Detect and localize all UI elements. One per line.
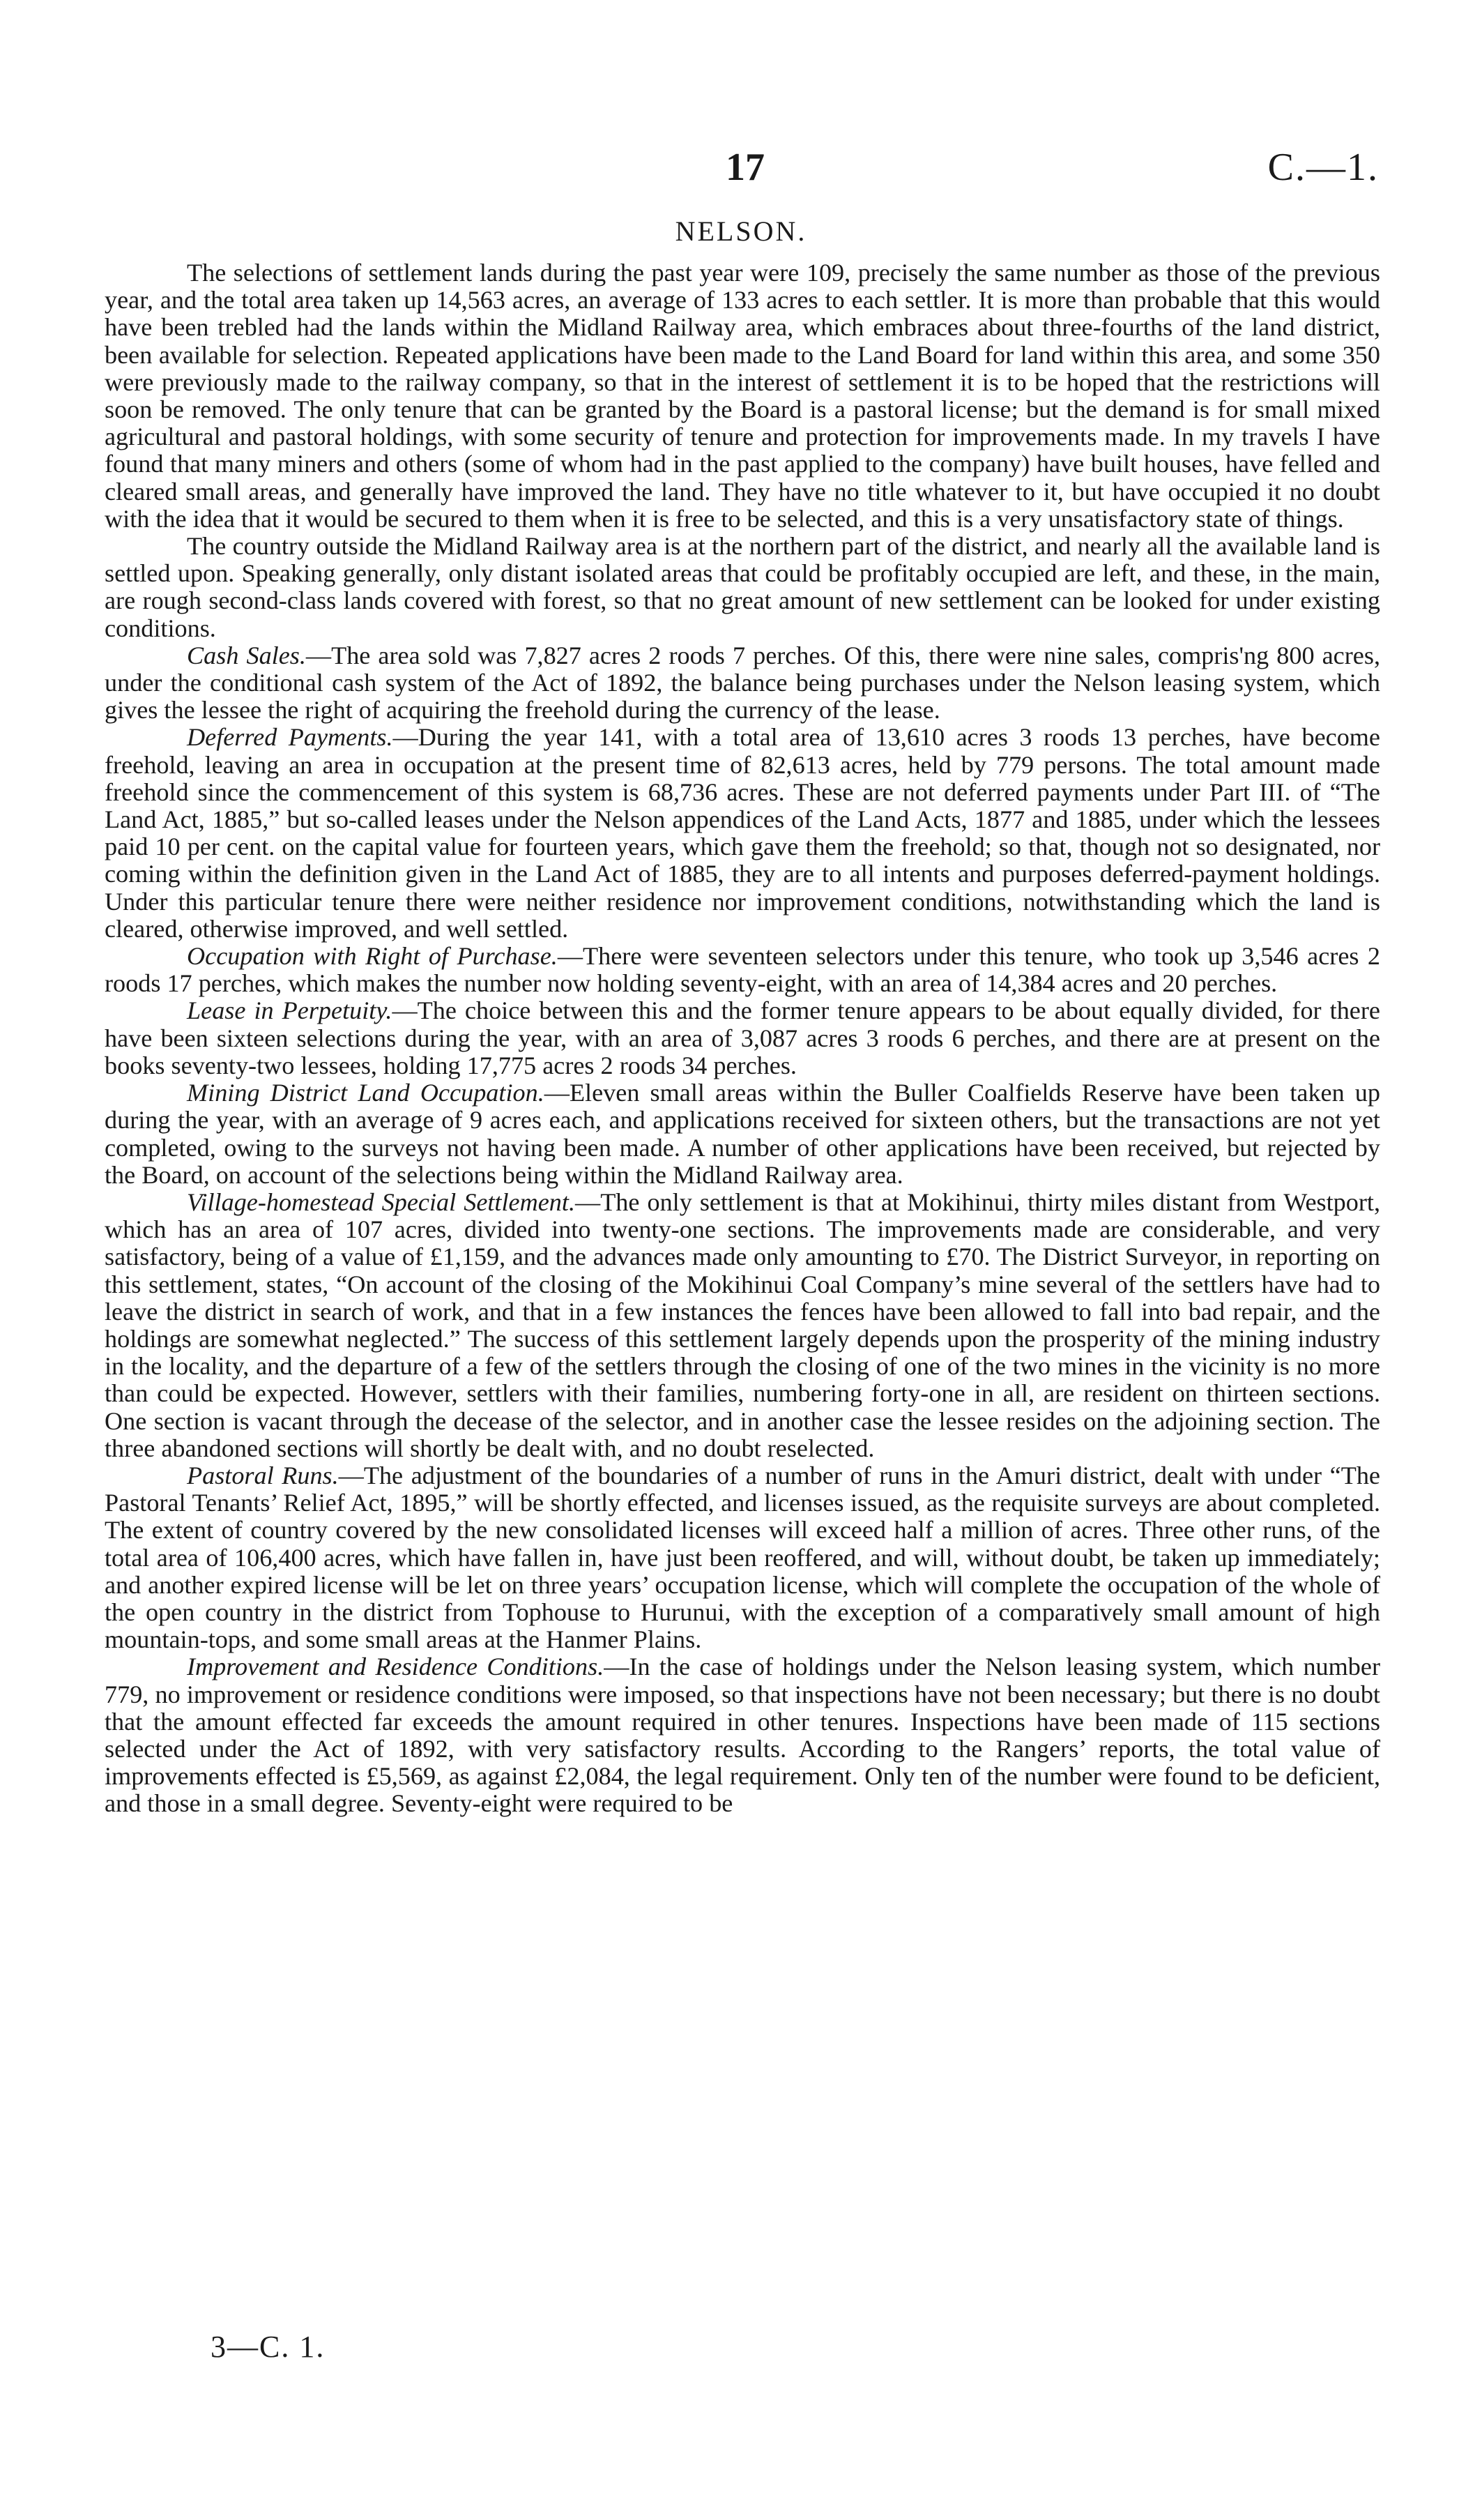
paragraph-selections xyxy=(105,259,1380,533)
paragraph-mining-district xyxy=(105,1079,1380,1189)
paragraph-heading: Improvement and Residence Conditions. xyxy=(187,1653,604,1681)
paragraph-heading: Mining District Land Occupation. xyxy=(187,1079,544,1107)
paragraph-heading: Pastoral Runs. xyxy=(187,1461,339,1489)
paragraph-lease-in-perpetuity xyxy=(105,997,1380,1079)
paragraph-improvement-conditions xyxy=(105,1653,1380,1817)
paragraph-text: —Eleven small areas within the Buller Coalfields Reserve have been taken up during the year, with an average of 9 acres each, and applications received for sixteen others, but the transactions are not yet completed, owing to the surveys not having been made. A number of other applications have been received, but rejected by the Board, on account of the selections being within the Midland Railway area. xyxy=(105,1079,1380,1189)
paragraph-text: —There were seventeen selectors under this tenure, who took up 3,546 acres 2 roods 17 perches, which makes the number now holding seventy-eight, with an area of 14,384 acres and 20 perches. xyxy=(105,942,1380,998)
page-header xyxy=(0,143,1482,192)
paragraph-text: —The choice between this and the former tenure appears to be about equally divided, for there have been sixteen selections during the year, with an area of 3,087 acres 3 roods 6 perches, and there are at present on the books seventy-two lessees, holding 17,775 acres 2 roods 34 perches. xyxy=(105,996,1380,1079)
paragraph-heading: Lease in Perpetuity. xyxy=(187,996,392,1025)
document-reference: C.—1. xyxy=(1267,146,1379,189)
paragraph-heading: Village-homestead Special Settlement. xyxy=(187,1187,575,1216)
paragraph-text: The selections of settlement lands during the past year were 109, precisely the same number as those of the previous year, and the total area taken up 14,563 acres, an average of 133 acres to each settler. It is more than probable that this would have been trebled had the lands within the Midland Railway area, which embraces about three-fourths of the land district, been available for selection. Repeated applications have been made to the Land Board for land within this area, and some 350 were previously made to the railway company, so that in the interest of settlement it is to be hoped that the restrictions will soon be removed. The only tenure that can be granted by the Board is a pastoral license; but the demand is for small mixed agricultural and pastoral holdings, with some security of tenure and protection for improvements made. In my travels I have found that many miners and others (some of whom had in the past applied to the company) have built houses, have felled and cleared small areas, and generally have improved the land. They have no title whatever to it, but have occupied it no doubt with the idea that it would be secured to them when it is free to be selected, and this is a very unsatisfactory state of things. xyxy=(105,259,1380,533)
paragraph-text: —During the year 141, with a total area of 13,610 acres 3 roods 13 perches, have become freehold, leaving an area in occupation at the present time of 82,613 acres, held by 779 persons. The total amount made freehold since the commencement of this system is 68,736 acres. These are not deferred payments under Part III. of “The Land Act, 1885,” but so-called leases under the Nelson appendices of the Land Acts, 1877 and 1885, under which the lessees paid 10 per cent. on the capital value for fourteen years, which gave them the freehold; so that, though not so designated, nor coming within the definition given in the Land Act of 1885, they are to all intents and purposes deferred-payment holdings. Under this particular tenure there were neither residence nor improvement conditions, notwithstanding which the land is cleared, otherwise improved, and well settled. xyxy=(105,723,1380,943)
paragraph-text: —The only settlement is that at Mokihinui, thirty miles distant from Westport, which has an area of 107 acres, divided into twenty-one sections. The improvements made are considerable, and very satisfactory, being of a value of £1,159, and the advances made only amounting to £70. The District Surveyor, in reporting on this settlement, states, “On account of the closing of the Mokihinui Coal Company’s mine several of the settlers have had to leave the district in search of work, and that in a few instances the fences have been allowed to fall into bad repair, and the holdings are somewhat neglected.” The success of this settlement largely depends upon the prosperity of the mining industry in the locality, and the departure of a few of the settlers through the closing of one of the two mines in the vicinity is no more than could be expected. However, settlers with their families, numbering forty-one in all, are resident on thirteen sections. One section is vacant through the decease of the selector, and in another case the lessee resides on the adjoining section. The three abandoned sections will shortly be dealt with, and no doubt reselected. xyxy=(105,1187,1380,1462)
signature-mark: 3—C. 1. xyxy=(211,2330,326,2364)
section-title: NELSON. xyxy=(675,215,807,247)
paragraph-text: —The area sold was 7,827 acres 2 roods 7 perches. Of this, there were nine sales, compris'ng 800 acres, under the conditional cash system of the Act of 1892, the balance being purchases under the Nelson leasing system, which gives the lessee the right of acquiring the freehold during the currency of the lease. xyxy=(105,641,1380,724)
paragraph-text: —The adjustment of the boundaries of a number of runs in the Amuri district, dealt with under “The Pastoral Tenants’ Relief Act, 1895,” will be shortly effected, and licenses issued, as the requisite surveys are about completed. The extent of country covered by the new consolidated licenses will exceed half a million of acres. Three other runs, of the total area of 106,400 acres, which have fallen in, have just been reoffered, and will, without doubt, be taken up immediately; and another expired license will be let on three years’ occupation license, which will complete the occupation of the whole of the open country in the district from Tophouse to Hurunui, with the exception of a comparatively small amount of high mountain-tops, and some small areas at the Hanmer Plains. xyxy=(105,1461,1380,1654)
paragraph-cash-sales xyxy=(105,642,1380,724)
paragraph-outside-midland xyxy=(105,533,1380,642)
paragraph-heading: Deferred Payments. xyxy=(187,723,393,752)
report-body xyxy=(105,259,1380,1818)
paragraph-village-homestead xyxy=(105,1189,1380,1462)
paragraph-pastoral-runs xyxy=(105,1462,1380,1653)
paragraph-deferred-payments xyxy=(105,724,1380,943)
page-number: 17 xyxy=(726,146,765,189)
paragraph-text: —In the case of holdings under the Nelson leasing system, which number 779, no improvement or residence conditions were imposed, so that inspections have not been necessary; but there is no doubt that the amount effected far exceeds the amount required in other tenures. Inspections have been made of 115 sections selected under the Act of 1892, with very satisfactory results. According to the Rangers’ reports, the total value of improvements effected is £5,569, as against £2,084, the legal requirement. Only ten of the number were found to be deficient, and those in a small degree. Seventy-eight were required to be xyxy=(105,1653,1380,1818)
paragraph-text: The country outside the Midland Railway area is at the northern part of the district, and nearly all the available land is settled upon. Speaking generally, only distant isolated areas that could be profitably occupied are left, and these, in the main, are rough second-class lands covered with forest, so that no great amount of new settlement can be looked for under existing conditions. xyxy=(105,532,1380,642)
paragraph-occupation-right-of-purchase xyxy=(105,943,1380,997)
paragraph-heading: Occupation with Right of Purchase. xyxy=(187,942,558,971)
paragraph-heading: Cash Sales. xyxy=(187,641,306,669)
